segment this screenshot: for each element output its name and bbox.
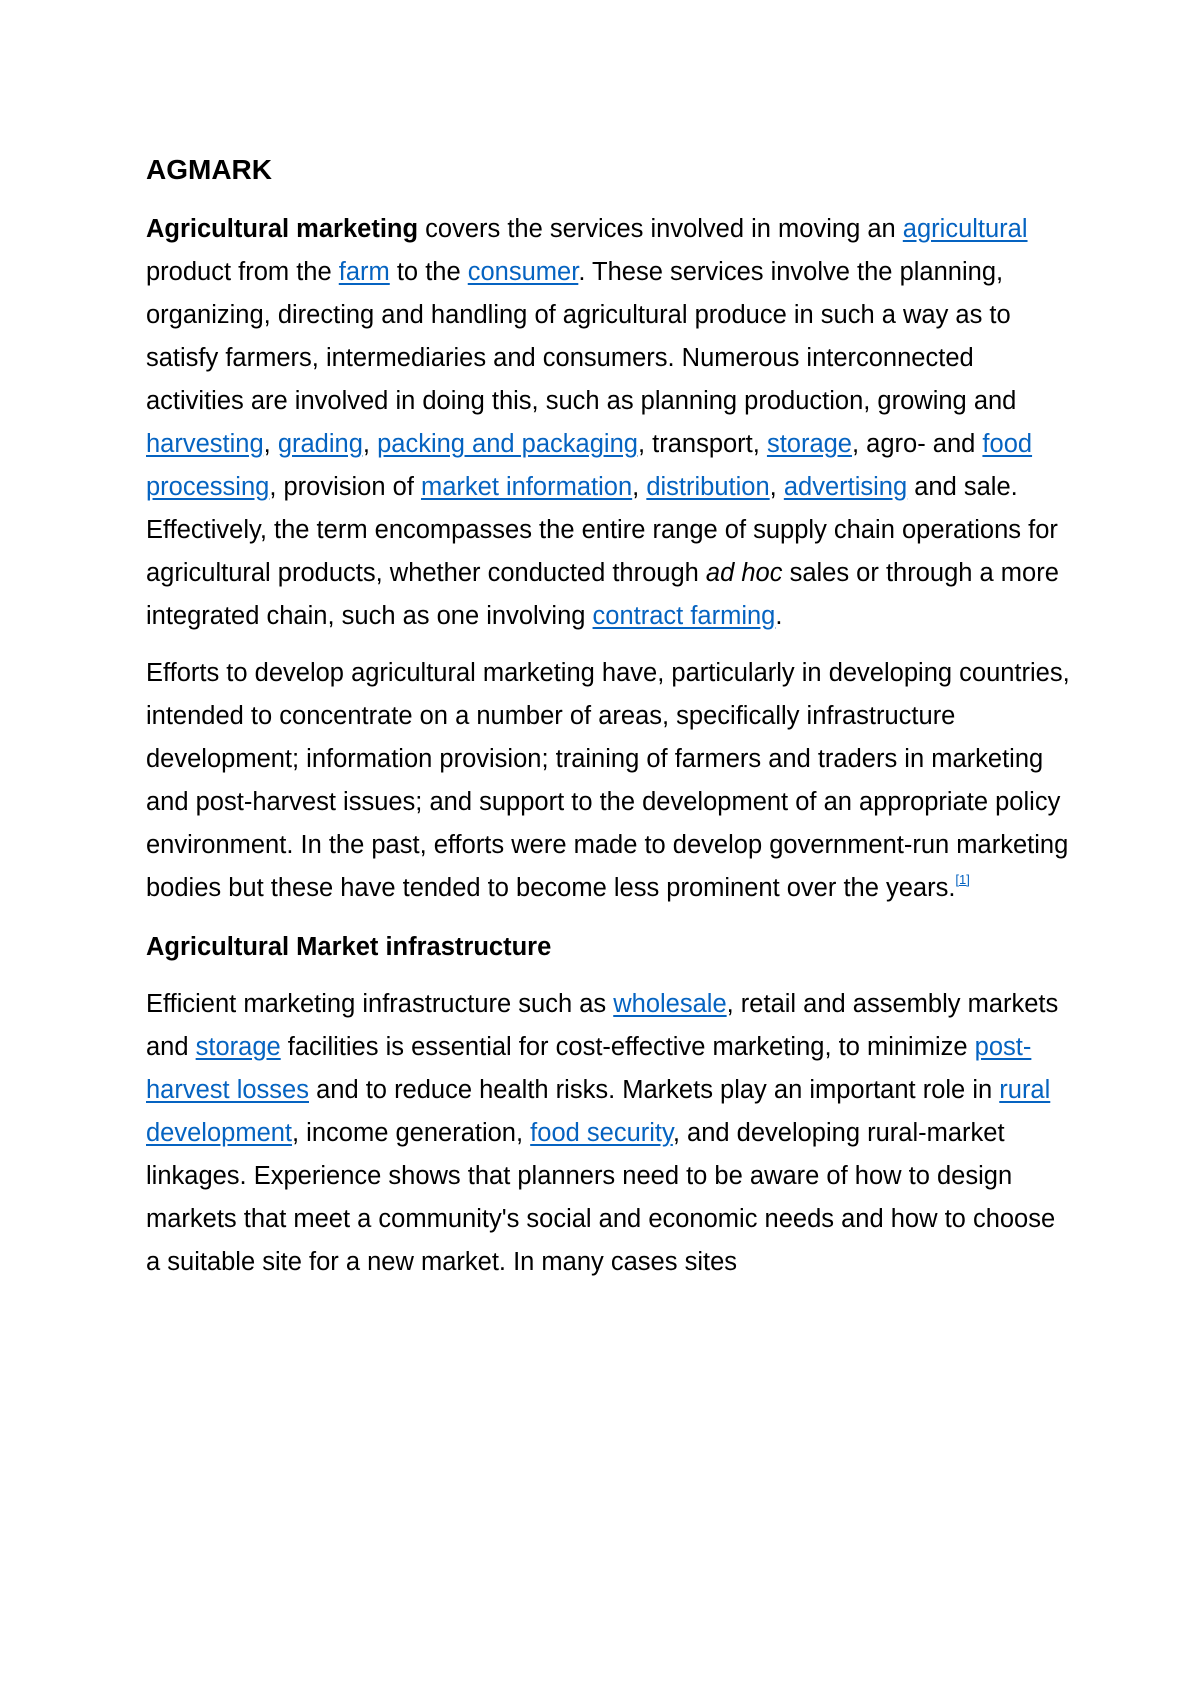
- footnote-link[interactable]: [1]: [955, 872, 970, 887]
- section-heading: Agricultural Market infrastructure: [146, 933, 552, 961]
- link-storage-2[interactable]: storage: [195, 1033, 281, 1061]
- link-food-processing[interactable]: food processing: [146, 430, 1033, 501]
- text-run: sales or through a more integrated chain, such as one involving: [146, 559, 1059, 630]
- link-farm[interactable]: farm: [338, 258, 390, 286]
- link-consumer[interactable]: consumer: [467, 258, 579, 286]
- text-run: , agro- and: [852, 430, 983, 458]
- footnote-ref: [955, 872, 969, 887]
- text-run: Efforts to develop agricultural marketing have, particularly in developing countries, intended to concentrate on a number of areas, specifically infrastructure development; information provision; training of farmers and traders in marketing and post-harvest issues; and support to the development of an appropriate policy environment. In the past, efforts were made to develop government-run marketing bodies but these have tended to become less prominent over the years.: [146, 659, 1070, 902]
- link-food-security[interactable]: food security: [530, 1119, 673, 1147]
- link-packing-and-packaging[interactable]: packing and packaging: [377, 430, 638, 458]
- text-run: .: [775, 602, 783, 630]
- intro-paragraph: [146, 208, 1076, 638]
- link-agricultural[interactable]: agricultural: [902, 215, 1028, 243]
- text-run: covers the services involved in moving an: [418, 215, 903, 243]
- document-page: [146, 150, 1076, 1298]
- link-wholesale[interactable]: wholesale: [613, 990, 727, 1018]
- text-run: product from the: [146, 258, 339, 286]
- text-run: facilities is essential for cost-effective marketing, to minimize: [280, 1033, 975, 1061]
- link-market-information[interactable]: market information: [420, 473, 633, 501]
- text-run: , provision of: [269, 473, 421, 501]
- document-title: AGMARK: [146, 154, 272, 185]
- link-post-harvest-losses[interactable]: post-harvest losses: [146, 1033, 1032, 1104]
- text-run: . These services involve the planning, organizing, directing and handling of agricultural produce in such a way as to satisfy farmers, intermediaries and consumers. Numerous interconnected activities are involved in doing this, such as planning production, growing and: [146, 258, 1017, 415]
- link-harvesting[interactable]: harvesting: [146, 430, 264, 458]
- link-grading[interactable]: grading: [277, 430, 363, 458]
- efforts-paragraph: [146, 652, 1076, 910]
- text-run: ,: [769, 473, 784, 501]
- link-rural-development[interactable]: rural development: [146, 1076, 1051, 1147]
- text-run: Efficient marketing infrastructure such as: [146, 990, 614, 1018]
- italic-term: ad hoc: [705, 559, 783, 587]
- text-run: and to reduce health risks. Markets play an important role in: [309, 1076, 1000, 1104]
- text-run: , retail and assembly markets and: [146, 990, 1059, 1061]
- link-advertising[interactable]: advertising: [783, 473, 908, 501]
- text-run: , and developing rural-market linkages. Experience shows that planners need to be aware of how to design markets that meet a community's social and economic needs and how to choose a suitable site for a new market. In many cases sites: [146, 1119, 1056, 1276]
- link-storage[interactable]: storage: [766, 430, 852, 458]
- text-run: ,: [362, 430, 378, 458]
- text-run: and sale. Effectively, the term encompasses the entire range of supply chain operations for agricultural products, whether conducted through: [146, 473, 1058, 587]
- lead-term: Agricultural marketing: [146, 215, 419, 243]
- text-run: ,: [632, 473, 647, 501]
- text-run: , transport,: [637, 430, 767, 458]
- text-run: ,: [263, 430, 278, 458]
- link-distribution[interactable]: distribution: [646, 473, 770, 501]
- infrastructure-paragraph: [146, 983, 1076, 1284]
- link-contract-farming[interactable]: contract farming: [592, 602, 776, 630]
- text-run: , income generation,: [292, 1119, 531, 1147]
- text-run: to the: [389, 258, 468, 286]
